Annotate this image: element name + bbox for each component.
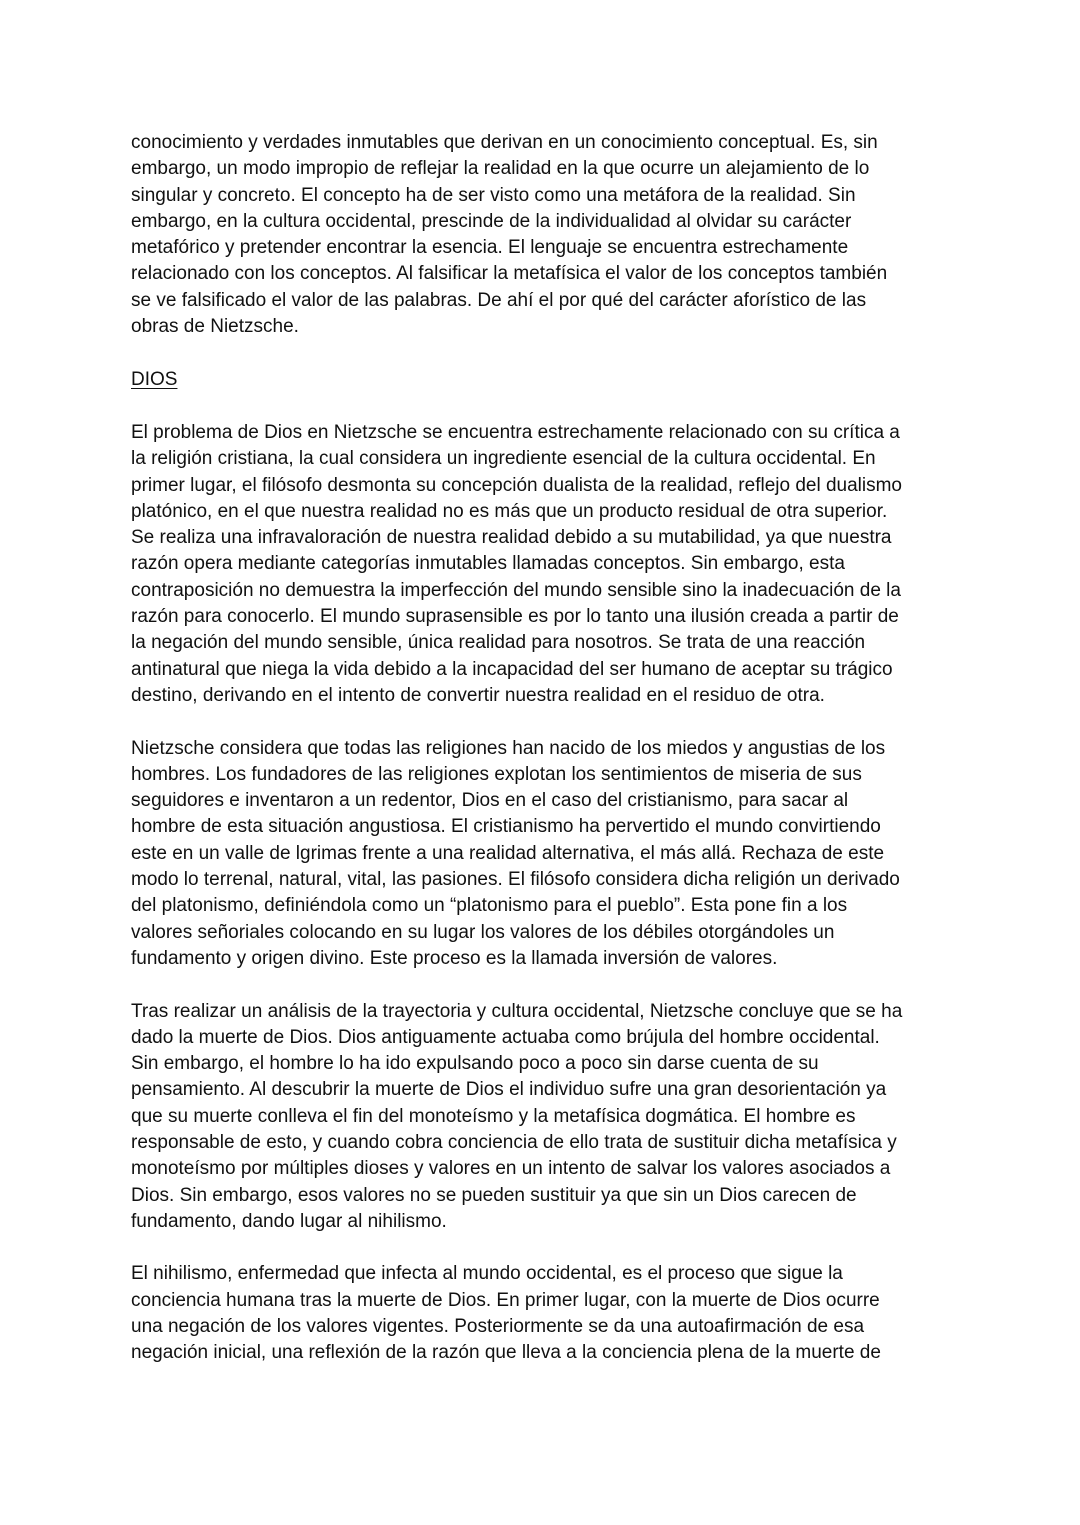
paragraph-spacer [131, 393, 946, 420]
text-line: monoteísmo por múltiples dioses y valores en un intento de salvar los valores asociados a [131, 1158, 891, 1180]
text-line: El problema de Dios en Nietzsche se encuentra estrechamente relacionado con su crítica a [131, 421, 900, 443]
paragraph-dios-3 [131, 999, 946, 1236]
paragraph-dios-1 [131, 420, 946, 709]
paragraph-spacer [131, 1235, 946, 1261]
text-line: hombre de esta situación angustiosa. El cristianismo ha pervertido el mundo convirtiendo [131, 816, 881, 838]
paragraph-spacer [131, 709, 946, 735]
text-line: negación inicial, una reflexión de la razón que lleva a la conciencia plena de la muerte de [131, 1342, 881, 1364]
text-line: metafórico y pretender encontrar la esencia. El lenguaje se encuentra estrechamente [131, 237, 849, 259]
text-line: la religión cristiana, la cual considera un ingrediente esencial de la cultura occidental. En [131, 448, 876, 470]
text-line: obras de Nietzsche. [131, 316, 299, 338]
text-line: conciencia humana tras la muerte de Dios. En primer lugar, con la muerte de Dios ocurre [131, 1289, 880, 1311]
document-page [131, 130, 946, 1367]
paragraph-dios-2 [131, 736, 946, 973]
intro-paragraph [131, 130, 946, 340]
text-line: Sin embargo, el hombre lo ha ido expulsando poco a poco sin darse cuenta de su [131, 1053, 819, 1075]
text-line: conocimiento y verdades inmutables que derivan en un conocimiento conceptual. Es, sin [131, 132, 878, 153]
text-line: modo lo terrenal, natural, vital, las pasiones. El filósofo considera dicha religión un derivado [131, 869, 900, 891]
text-line: relacionado con los conceptos. Al falsificar la metafísica el valor de los conceptos también [131, 263, 888, 285]
paragraph-dios-4 [131, 1261, 946, 1366]
text-line: destino, derivando en el intento de convertir nuestra realidad en el residuo de otra. [131, 684, 825, 706]
text-line: razón para conocerlo. El mundo suprasensible es por lo tanto una ilusión creada a partir de [131, 606, 899, 628]
text-line: El nihilismo, enfermedad que infecta al mundo occidental, es el proceso que sigue la [131, 1263, 843, 1285]
text-line: dado la muerte de Dios. Dios antiguamente actuaba como brújula del hombre occidental. [131, 1026, 880, 1048]
text-line: se ve falsificado el valor de las palabras. De ahí el por qué del carácter aforístico de las [131, 289, 867, 311]
text-line: antinatural que niega la vida debido a la incapacidad del ser humano de aceptar su trágico [131, 658, 893, 680]
text-line: razón opera mediante categorías inmutables llamadas conceptos. Sin embargo, esta [131, 553, 845, 575]
text-line: Tras realizar un análisis de la trayectoria y cultura occidental, Nietzsche concluye que se ha [131, 1000, 903, 1022]
text-line: seguidores e inventaron a un redentor, Dios en el caso del cristianismo, para sacar al [131, 790, 849, 812]
text-line: platónico, en el que nuestra realidad no es más que un producto residual de otra superior. [131, 500, 888, 522]
text-line: que su muerte conlleva el fin del monoteísmo y la metafísica dogmática. El hombre es [131, 1105, 856, 1127]
text-line: singular y concreto. El concepto ha de ser visto como una metáfora de la realidad. Sin [131, 184, 856, 206]
text-line: embargo, un modo impropio de reflejar la realidad en la que ocurre un alejamiento de lo [131, 158, 870, 180]
text-line: una negación de los valores vigentes. Posteriormente se da una autoafirmación de esa [131, 1316, 865, 1338]
section-heading: DIOS [131, 368, 178, 390]
text-line: la negación del mundo sensible, única realidad para nosotros. Se trata de una reacción [131, 632, 866, 654]
text-line: este en un valle de lgrimas frente a una realidad alternativa, el más allá. Rechaza de este [131, 842, 885, 864]
text-line: valores señoriales colocando en su lugar los valores de los débiles otorgándoles un [131, 921, 835, 943]
paragraph-spacer [131, 340, 946, 366]
text-line: embargo, en la cultura occidental, prescinde de la individualidad al olvidar su carácter [131, 210, 852, 232]
text-line: primer lugar, el filósofo desmonta su concepción dualista de la realidad, reflejo del dualismo [131, 474, 902, 496]
text-line: fundamento y origen divino. Este proceso es la llamada inversión de valores. [131, 947, 778, 969]
text-line: responsable de esto, y cuando cobra conciencia de ello trata de sustituir dicha metafísica y [131, 1131, 897, 1153]
text-line: hombres. Los fundadores de las religiones explotan los sentimientos de miseria de sus [131, 763, 862, 785]
text-line: fundamento, dando lugar al nihilismo. [131, 1210, 447, 1232]
text-line: pensamiento. Al descubrir la muerte de Dios el individuo sufre una gran desorientación ya [131, 1079, 887, 1101]
text-line: contraposición no demuestra la imperfección del mundo sensible sino la inadecuación de la [131, 579, 901, 601]
text-line: del platonismo, definiéndola como un “platonismo para el pueblo”. Esta pone fin a los [131, 895, 848, 917]
paragraph-spacer [131, 972, 946, 998]
text-line: Se realiza una infravaloración de nuestra realidad debido a su mutabilidad, ya que nuestra [131, 527, 892, 549]
text-line: Nietzsche considera que todas las religiones han nacido de los miedos y angustias de los [131, 737, 886, 759]
text-line: Dios. Sin embargo, esos valores no se pueden sustituir ya que sin un Dios carecen de [131, 1184, 857, 1206]
